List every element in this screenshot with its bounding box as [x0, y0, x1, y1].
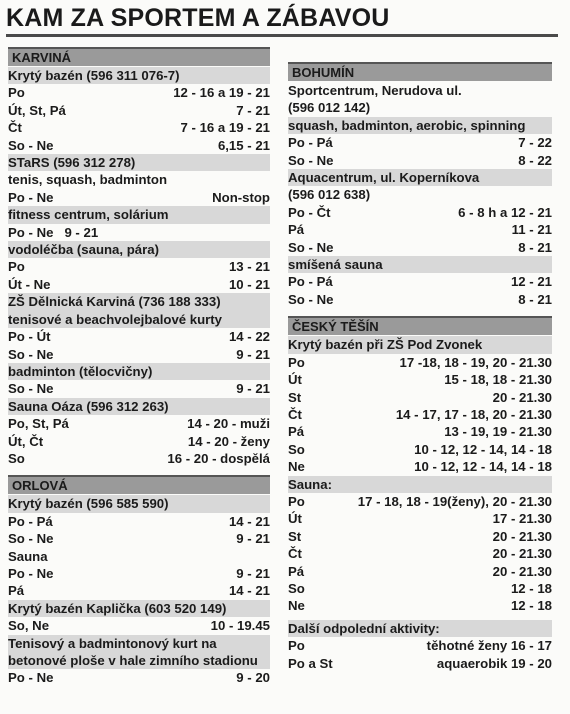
time-value: 10 - 12, 12 - 14, 14 - 18 [414, 441, 552, 457]
section-cesky-tesin [288, 316, 552, 672]
time-value: 8 - 21 [518, 291, 552, 307]
day-label: So - Ne [8, 137, 54, 153]
day-label: Po - Ne [8, 189, 54, 205]
day-label: So - Ne [288, 152, 334, 168]
venue-name: Sauna: [288, 476, 552, 493]
day-label: Út, Čt [8, 433, 44, 449]
schedule-row [288, 389, 552, 406]
schedule-row [8, 84, 270, 101]
venue-name: ZŠ Dělnická Karviná (736 188 333) tenisové a beachvolejbalové kurty [8, 293, 270, 328]
schedule-row [288, 152, 552, 169]
schedule-row [8, 450, 270, 467]
time-value: 17 - 21.30 [492, 511, 552, 527]
venue-name: fitness centrum, solárium [8, 206, 270, 223]
day-label: Po [8, 259, 25, 275]
schedule-row [288, 655, 552, 672]
day-label: Po a St [288, 655, 333, 671]
venue-name: Sauna [8, 548, 48, 564]
schedule-row [288, 354, 552, 371]
venue-name: Tenisový a badmintonový kurt na betonové ploše v hale zimního stadionu [8, 635, 270, 670]
day-label: Po - Čt [288, 204, 331, 220]
time-value: 13 - 21 [228, 259, 270, 275]
section-heading-cesky-tesin: ČESKÝ TĚŠÍN [288, 316, 552, 335]
schedule-row [288, 528, 552, 545]
venue-name: Krytý bazén (596 311 076-7) [8, 67, 270, 84]
day-label: So - Ne [8, 531, 54, 547]
venue-phone: (596 012 638) [288, 187, 371, 203]
schedule-row [8, 258, 270, 275]
left-column [8, 47, 270, 687]
venue-name: Krytý bazén Kaplička (603 520 149) [8, 600, 270, 617]
time-value: 14 - 20 - ženy [187, 433, 270, 449]
venue-name: STaRS (596 312 278) [8, 154, 270, 171]
schedule-row [8, 617, 270, 634]
day-label: Po [288, 638, 305, 654]
time-value: 10 - 19.45 [210, 618, 270, 634]
time-value: 7 - 22 [518, 135, 552, 151]
day-label: Po - Pá [288, 135, 333, 151]
venue-name: badminton (tělocvičny) [8, 363, 270, 380]
section-heading-orlova: ORLOVÁ [8, 475, 270, 494]
day-label: So - Ne [8, 346, 54, 362]
time-value: 13 - 19, 19 - 21.30 [444, 424, 552, 440]
schedule-row [288, 441, 552, 458]
venue-name: Aquacentrum, ul. Koperníkova [288, 169, 552, 186]
time-value: 20 - 21.30 [492, 528, 552, 544]
venue-name: vodoléčba (sauna, pára) [8, 241, 270, 258]
day-label: Út, St, Pá [8, 102, 66, 118]
schedule-row [8, 433, 270, 450]
schedule-row [288, 493, 552, 510]
schedule-row [8, 119, 270, 136]
time-value: 6,15 - 21 [217, 137, 270, 153]
day-label: Pá [288, 424, 305, 440]
schedule-row [8, 137, 270, 154]
time-value: 14 - 21 [228, 583, 270, 599]
venue-name: Sauna Oáza (596 312 263) [8, 398, 270, 415]
day-label: Po, St, Pá [8, 416, 69, 432]
day-label: Po - Ne [8, 565, 54, 581]
spacer [8, 467, 270, 475]
day-label: So [288, 580, 305, 596]
schedule-row [8, 582, 270, 599]
time-value: 9 - 20 [236, 670, 270, 686]
schedule-row [288, 597, 552, 614]
schedule-row [288, 637, 552, 654]
day-label: So, Ne [8, 618, 50, 634]
time-value: 14 - 22 [228, 329, 270, 345]
schedule-row [288, 510, 552, 527]
day-label: So [288, 441, 305, 457]
title-underline [6, 34, 558, 37]
schedule-row [288, 291, 552, 308]
venue-subtitle: tenis, squash, badminton [8, 172, 167, 188]
day-label: Po - Út [8, 329, 51, 345]
time-value: 9 - 21 [236, 531, 270, 547]
day-label: Po - Ne [8, 670, 54, 686]
venue-subtitle: squash, badminton, aerobic, spinning [288, 117, 552, 134]
time-value: 9 - 21 [236, 381, 270, 397]
schedule-row [288, 423, 552, 440]
schedule-row [8, 346, 270, 363]
day-label: Pá [288, 222, 305, 238]
day-label: St [288, 528, 302, 544]
schedule-row [8, 224, 270, 241]
venue-name: Krytý bazén (596 585 590) [8, 495, 270, 512]
schedule-row [8, 669, 270, 686]
time-value: 12 - 21 [510, 274, 552, 290]
time-value: 9 - 21 [236, 565, 270, 581]
time-value: 10 - 12, 12 - 14, 14 - 18 [414, 459, 552, 475]
day-label: Čt [8, 120, 22, 136]
day-label: Po - Pá [288, 274, 333, 290]
day-label: Út [288, 511, 302, 527]
time-value: 12 - 18 [510, 580, 552, 596]
day-label: Ne [288, 459, 305, 475]
time-value: 15 - 18, 18 - 21.30 [444, 372, 552, 388]
time-value: 7 - 21 [236, 102, 270, 118]
schedule-row [8, 380, 270, 397]
time-value: 9 - 21 [236, 346, 270, 362]
day-label: Po - Ne 9 - 21 [8, 224, 99, 240]
section-orlova [8, 475, 270, 686]
page-title: KAM ZA SPORTEM A ZÁBAVOU [6, 4, 390, 32]
schedule-row [288, 371, 552, 388]
day-label: Ne [288, 598, 305, 614]
venue-name: Sportcentrum, Nerudova ul. [288, 83, 462, 98]
schedule-row [288, 580, 552, 597]
day-label: So - Ne [8, 381, 54, 397]
time-value: 20 - 21.30 [492, 389, 552, 405]
time-value: Non-stop [212, 189, 270, 205]
section-heading-bohumin: BOHUMÍN [288, 62, 552, 81]
time-value: 20 - 21.30 [492, 563, 552, 579]
time-value: 20 - 21.30 [492, 546, 552, 562]
schedule-row [8, 328, 270, 345]
schedule-row [8, 415, 270, 432]
schedule-row [288, 204, 552, 221]
schedule-row [288, 563, 552, 580]
day-label: Pá [8, 583, 25, 599]
venue-phone: (596 012 142) [288, 100, 371, 116]
day-label: Čt [288, 406, 302, 422]
day-label: Po [288, 493, 305, 509]
schedule-row [288, 458, 552, 475]
day-label: Út - Ne [8, 276, 51, 292]
day-label: Po [288, 354, 305, 370]
right-column [288, 62, 552, 672]
day-label: Po [8, 85, 25, 101]
schedule-row [288, 221, 552, 238]
time-value: 14 - 17, 17 - 18, 20 - 21.30 [395, 406, 552, 422]
time-value: 6 - 8 h a 12 - 21 [458, 204, 552, 220]
time-value: 17 - 18, 18 - 19(ženy), 20 - 21.30 [357, 493, 552, 509]
time-value: 8 - 22 [518, 152, 552, 168]
schedule-row [288, 545, 552, 562]
schedule-row [8, 513, 270, 530]
day-label: Pá [288, 563, 305, 579]
time-value: 11 - 21 [511, 222, 552, 238]
schedule-row [8, 102, 270, 119]
time-value: 17 -18, 18 - 19, 20 - 21.30 [399, 354, 552, 370]
venue-name: Další odpolední aktivity: [288, 620, 552, 637]
venue-name: smíšená sauna [288, 256, 552, 273]
schedule-row [288, 239, 552, 256]
time-value: aquaerobik 19 - 20 [436, 655, 552, 671]
section-bohumin [288, 62, 552, 308]
schedule-row [8, 565, 270, 582]
time-value: 14 - 21 [228, 513, 270, 529]
time-value: 14 - 20 - muži [187, 416, 270, 432]
spacer [288, 308, 552, 316]
time-value: 16 - 20 - dospělá [167, 450, 270, 466]
time-value: 10 - 21 [228, 276, 270, 292]
day-label: Čt [288, 546, 302, 562]
schedule-row [288, 406, 552, 423]
day-label: So [8, 450, 25, 466]
day-label: Út [288, 372, 302, 388]
schedule-row [8, 276, 270, 293]
time-value: 12 - 16 a 19 - 21 [173, 85, 270, 101]
day-label: So - Ne [288, 291, 334, 307]
time-value: 7 - 16 a 19 - 21 [180, 120, 270, 136]
time-value: 8 - 21 [518, 239, 552, 255]
venue-name: Krytý bazén při ZŠ Pod Zvonek [288, 336, 552, 353]
schedule-row [288, 273, 552, 290]
schedule-row [288, 134, 552, 151]
day-label: Po - Pá [8, 513, 53, 529]
section-heading-karvina: KARVINÁ [8, 47, 270, 66]
day-label: So - Ne [288, 239, 334, 255]
schedule-row [8, 530, 270, 547]
time-value: 12 - 18 [510, 598, 552, 614]
section-karvina [8, 47, 270, 467]
day-label: St [288, 389, 302, 405]
time-value: těhotné ženy 16 - 17 [426, 638, 552, 654]
schedule-row [8, 189, 270, 206]
